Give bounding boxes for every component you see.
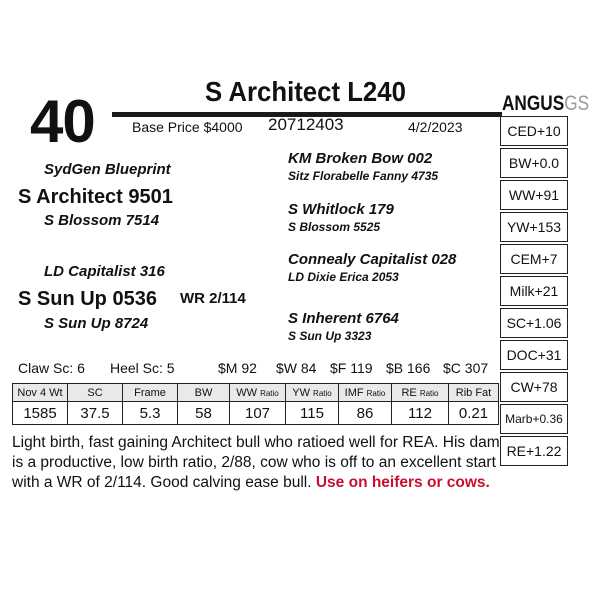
- description: [12, 433, 500, 493]
- perf-header: IMF Ratio: [339, 384, 392, 402]
- epd-cem: CEM+7: [500, 244, 568, 274]
- claw-score: Claw Sc: 6: [18, 360, 85, 376]
- epd-sc: SC+1.06: [500, 308, 568, 338]
- index-m: $M 92: [218, 360, 257, 376]
- description-text: Light birth, fast gaining Architect bull who ratioed well for REA. His dam is a productive, low birth ratio, 2/88, cow who is off to an excellent start with a WR of 2/114. Good calving ease bull.: [12, 434, 500, 491]
- index-f: $F 119: [330, 360, 373, 376]
- dam-dam-sire: S Inherent 6764: [288, 310, 399, 327]
- dam-sire: LD Capitalist 316: [44, 263, 165, 280]
- sire-sire-sire: KM Broken Bow 002: [288, 150, 433, 167]
- perf-header: YW Ratio: [286, 384, 339, 402]
- epd-marb: Marb+0.36: [500, 404, 568, 434]
- base-price: Base Price $4000: [132, 119, 243, 135]
- breed-suffix: GS: [564, 92, 590, 115]
- sire: S Architect 9501: [18, 186, 173, 208]
- breed-main: ANGUS: [502, 92, 565, 115]
- perf-value: 86: [339, 402, 392, 425]
- sire-sire: SydGen Blueprint: [44, 161, 171, 178]
- epd-yw: YW+153: [500, 212, 568, 242]
- perf-value: 37.5: [68, 402, 123, 425]
- dam-sire-sire: Connealy Capitalist 028: [288, 251, 457, 268]
- epd-milk: Milk+21: [500, 276, 568, 306]
- performance-table: [12, 383, 499, 425]
- epd-ced: CED+10: [500, 116, 568, 146]
- epd-column: [500, 116, 568, 468]
- perf-header: Nov 4 Wt: [13, 384, 68, 402]
- index-c: $C 307: [443, 360, 489, 376]
- dam-dam-dam: S Sun Up 3323: [288, 329, 372, 343]
- epd-bw: BW+0.0: [500, 148, 568, 178]
- dam-sire-dam: LD Dixie Erica 2053: [288, 270, 399, 284]
- sire-dam-sire: S Whitlock 179: [288, 201, 394, 218]
- perf-header: Frame: [123, 384, 178, 402]
- perf-value: 58: [178, 402, 230, 425]
- performance-value-row: [13, 402, 499, 425]
- perf-value: 1585: [13, 402, 68, 425]
- birth-date: 4/2/2023: [408, 119, 463, 135]
- index-b: $B 166: [386, 360, 431, 376]
- epd-re: RE+1.22: [500, 436, 568, 466]
- heel-score: Heel Sc: 5: [110, 360, 175, 376]
- perf-value: 0.21: [449, 402, 499, 425]
- perf-header: Rib Fat: [449, 384, 499, 402]
- sire-dam-dam: S Blossom 5525: [288, 220, 381, 234]
- dam-dam: S Sun Up 8724: [44, 315, 149, 332]
- dam-wr: WR 2/114: [180, 290, 246, 307]
- registration-number: 20712403: [268, 115, 344, 134]
- epd-doc: DOC+31: [500, 340, 568, 370]
- perf-header: BW: [178, 384, 230, 402]
- sire-sire-dam: Sitz Florabelle Fanny 4735: [288, 169, 439, 183]
- index-w: $W 84: [276, 360, 317, 376]
- perf-header: RE Ratio: [392, 384, 449, 402]
- perf-header: WW Ratio: [230, 384, 286, 402]
- performance-header-row: [13, 384, 499, 402]
- dam: S Sun Up 0536: [18, 288, 157, 310]
- perf-header: SC: [68, 384, 123, 402]
- bull-name: S Architect L240: [205, 76, 406, 107]
- perf-value: 112: [392, 402, 449, 425]
- perf-value: 115: [286, 402, 339, 425]
- perf-value: 107: [230, 402, 286, 425]
- breed-label: [502, 92, 589, 116]
- perf-value: 5.3: [123, 402, 178, 425]
- epd-cw: CW+78: [500, 372, 568, 402]
- epd-ww: WW+91: [500, 180, 568, 210]
- description-highlight: Use on heifers or cows.: [315, 474, 490, 491]
- lot-number: 40: [30, 88, 95, 155]
- sire-dam: S Blossom 7514: [44, 212, 160, 229]
